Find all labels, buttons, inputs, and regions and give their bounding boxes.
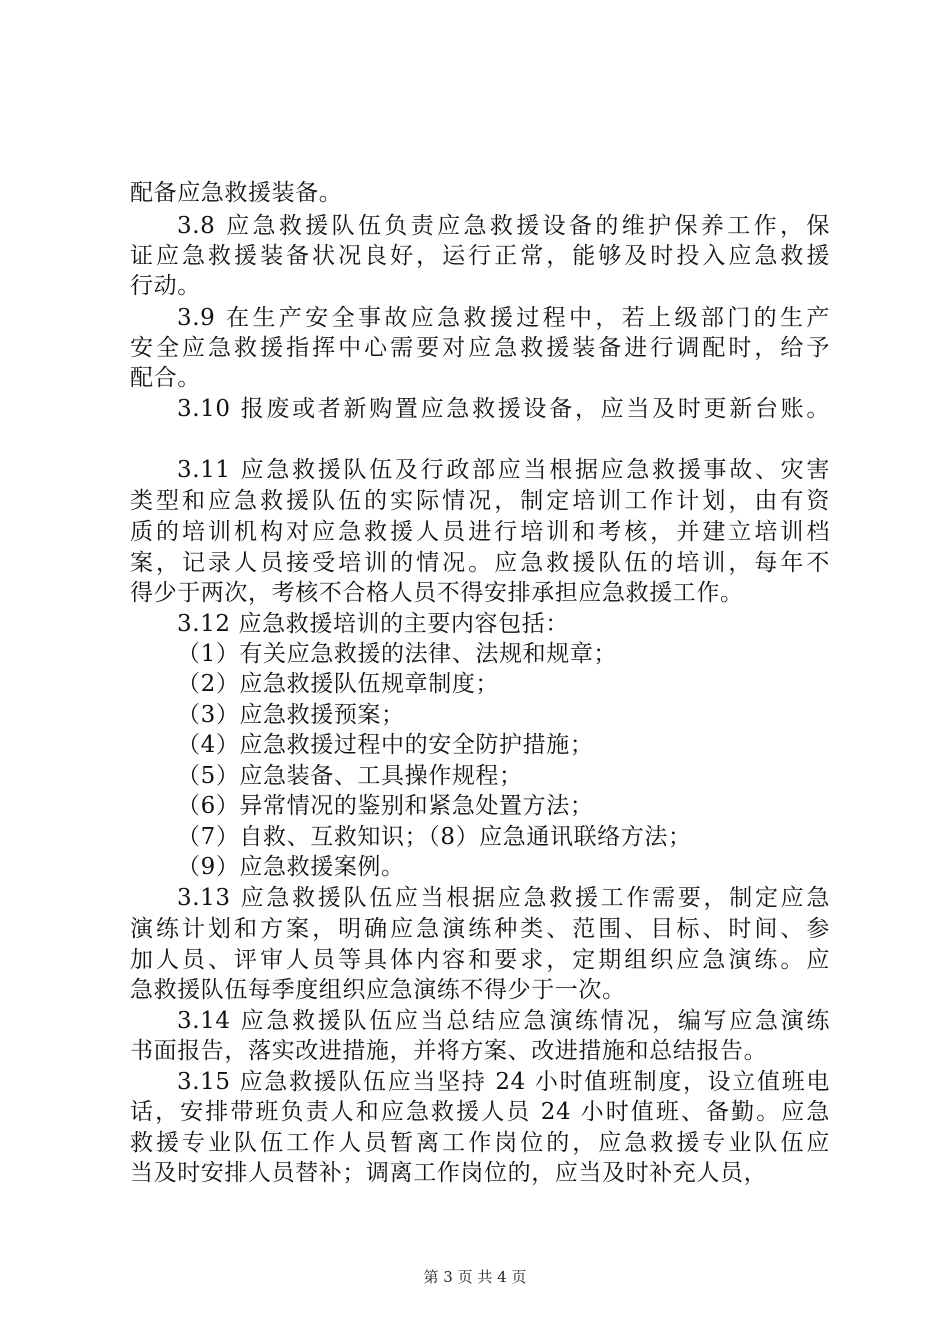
text-line: 救援专业队伍工作人员暂离工作岗位的，应急救援专业队伍应 <box>130 1130 830 1156</box>
text-line: 急救援队伍每季度组织应急演练不得少于一次。 <box>130 977 626 1003</box>
text-line: 证应急救援装备状况良好，运行正常，能够及时投入应急救援 <box>130 243 830 269</box>
text-line: 3.15 应急救援队伍应当坚持 24 小时值班制度，设立值班电 <box>177 1069 830 1095</box>
list-item: （7）自救、互救知识；（8）应急通讯联络方法； <box>177 824 692 850</box>
text-line: 加人员、评审人员等具体内容和要求，定期组织应急演练。应 <box>130 947 830 973</box>
text-line: 3.10 报废或者新购置应急救援设备，应当及时更新台账。 <box>177 396 830 422</box>
text-line: 话，安排带班负责人和应急救援人员 24 小时值班、备勤。应急 <box>130 1099 830 1125</box>
text-line: 案，记录人员接受培训的情况。应急救援队伍的培训，每年不 <box>130 550 830 576</box>
text-line: 演练计划和方案，明确应急演练种类、范围、目标、时间、参 <box>130 916 830 942</box>
text-line: 3.13 应急救援队伍应当根据应急救援工作需要，制定应急 <box>177 885 830 911</box>
text-line: 质的培训机构对应急救援人员进行培训和考核，并建立培训档 <box>130 519 830 545</box>
text-line: 当及时安排人员替补；调离工作岗位的，应当及时补充人员， <box>130 1160 768 1186</box>
page-number-footer: 第 3 页 共 4 页 <box>423 1268 527 1286</box>
text-line: 配备应急救援装备。 <box>130 180 343 206</box>
list-item: （3）应急救援预案； <box>177 702 405 728</box>
list-item: （1）有关应急救援的法律、法规和规章； <box>177 641 618 667</box>
text-line: 3.8 应急救援队伍负责应急救援设备的维护保养工作，保 <box>177 213 830 239</box>
list-item: （6）异常情况的鉴别和紧急处置方法； <box>177 793 594 819</box>
list-item: （5）应急装备、工具操作规程； <box>177 763 523 789</box>
text-line: 安全应急救援指挥中心需要对应急救援装备进行调配时，给予 <box>130 335 830 361</box>
text-line: 书面报告，落实改进措施，并将方案、改进措施和总结报告。 <box>130 1038 768 1064</box>
text-line: 3.9 在生产安全事故应急救援过程中，若上级部门的生产 <box>177 305 830 331</box>
list-item: （4）应急救援过程中的安全防护措施； <box>177 732 594 758</box>
text-line: 得少于两次，考核不合格人员不得安排承担应急救援工作。 <box>130 580 744 606</box>
text-line: 配合。 <box>130 365 201 391</box>
text-line: 3.12 应急救援培训的主要内容包括： <box>177 611 569 637</box>
text-line: 3.14 应急救援队伍应当总结应急演练情况，编写应急演练 <box>177 1008 830 1034</box>
text-line: 3.11 应急救援队伍及行政部应当根据应急救援事故、灾害 <box>177 457 830 483</box>
list-item: （2）应急救援队伍规章制度； <box>177 671 500 697</box>
text-line: 类型和应急救援队伍的实际情况，制定培训工作计划，由有资 <box>130 488 830 514</box>
text-line: 行动。 <box>130 273 201 299</box>
list-item: （9）应急救援案例。 <box>177 854 405 880</box>
